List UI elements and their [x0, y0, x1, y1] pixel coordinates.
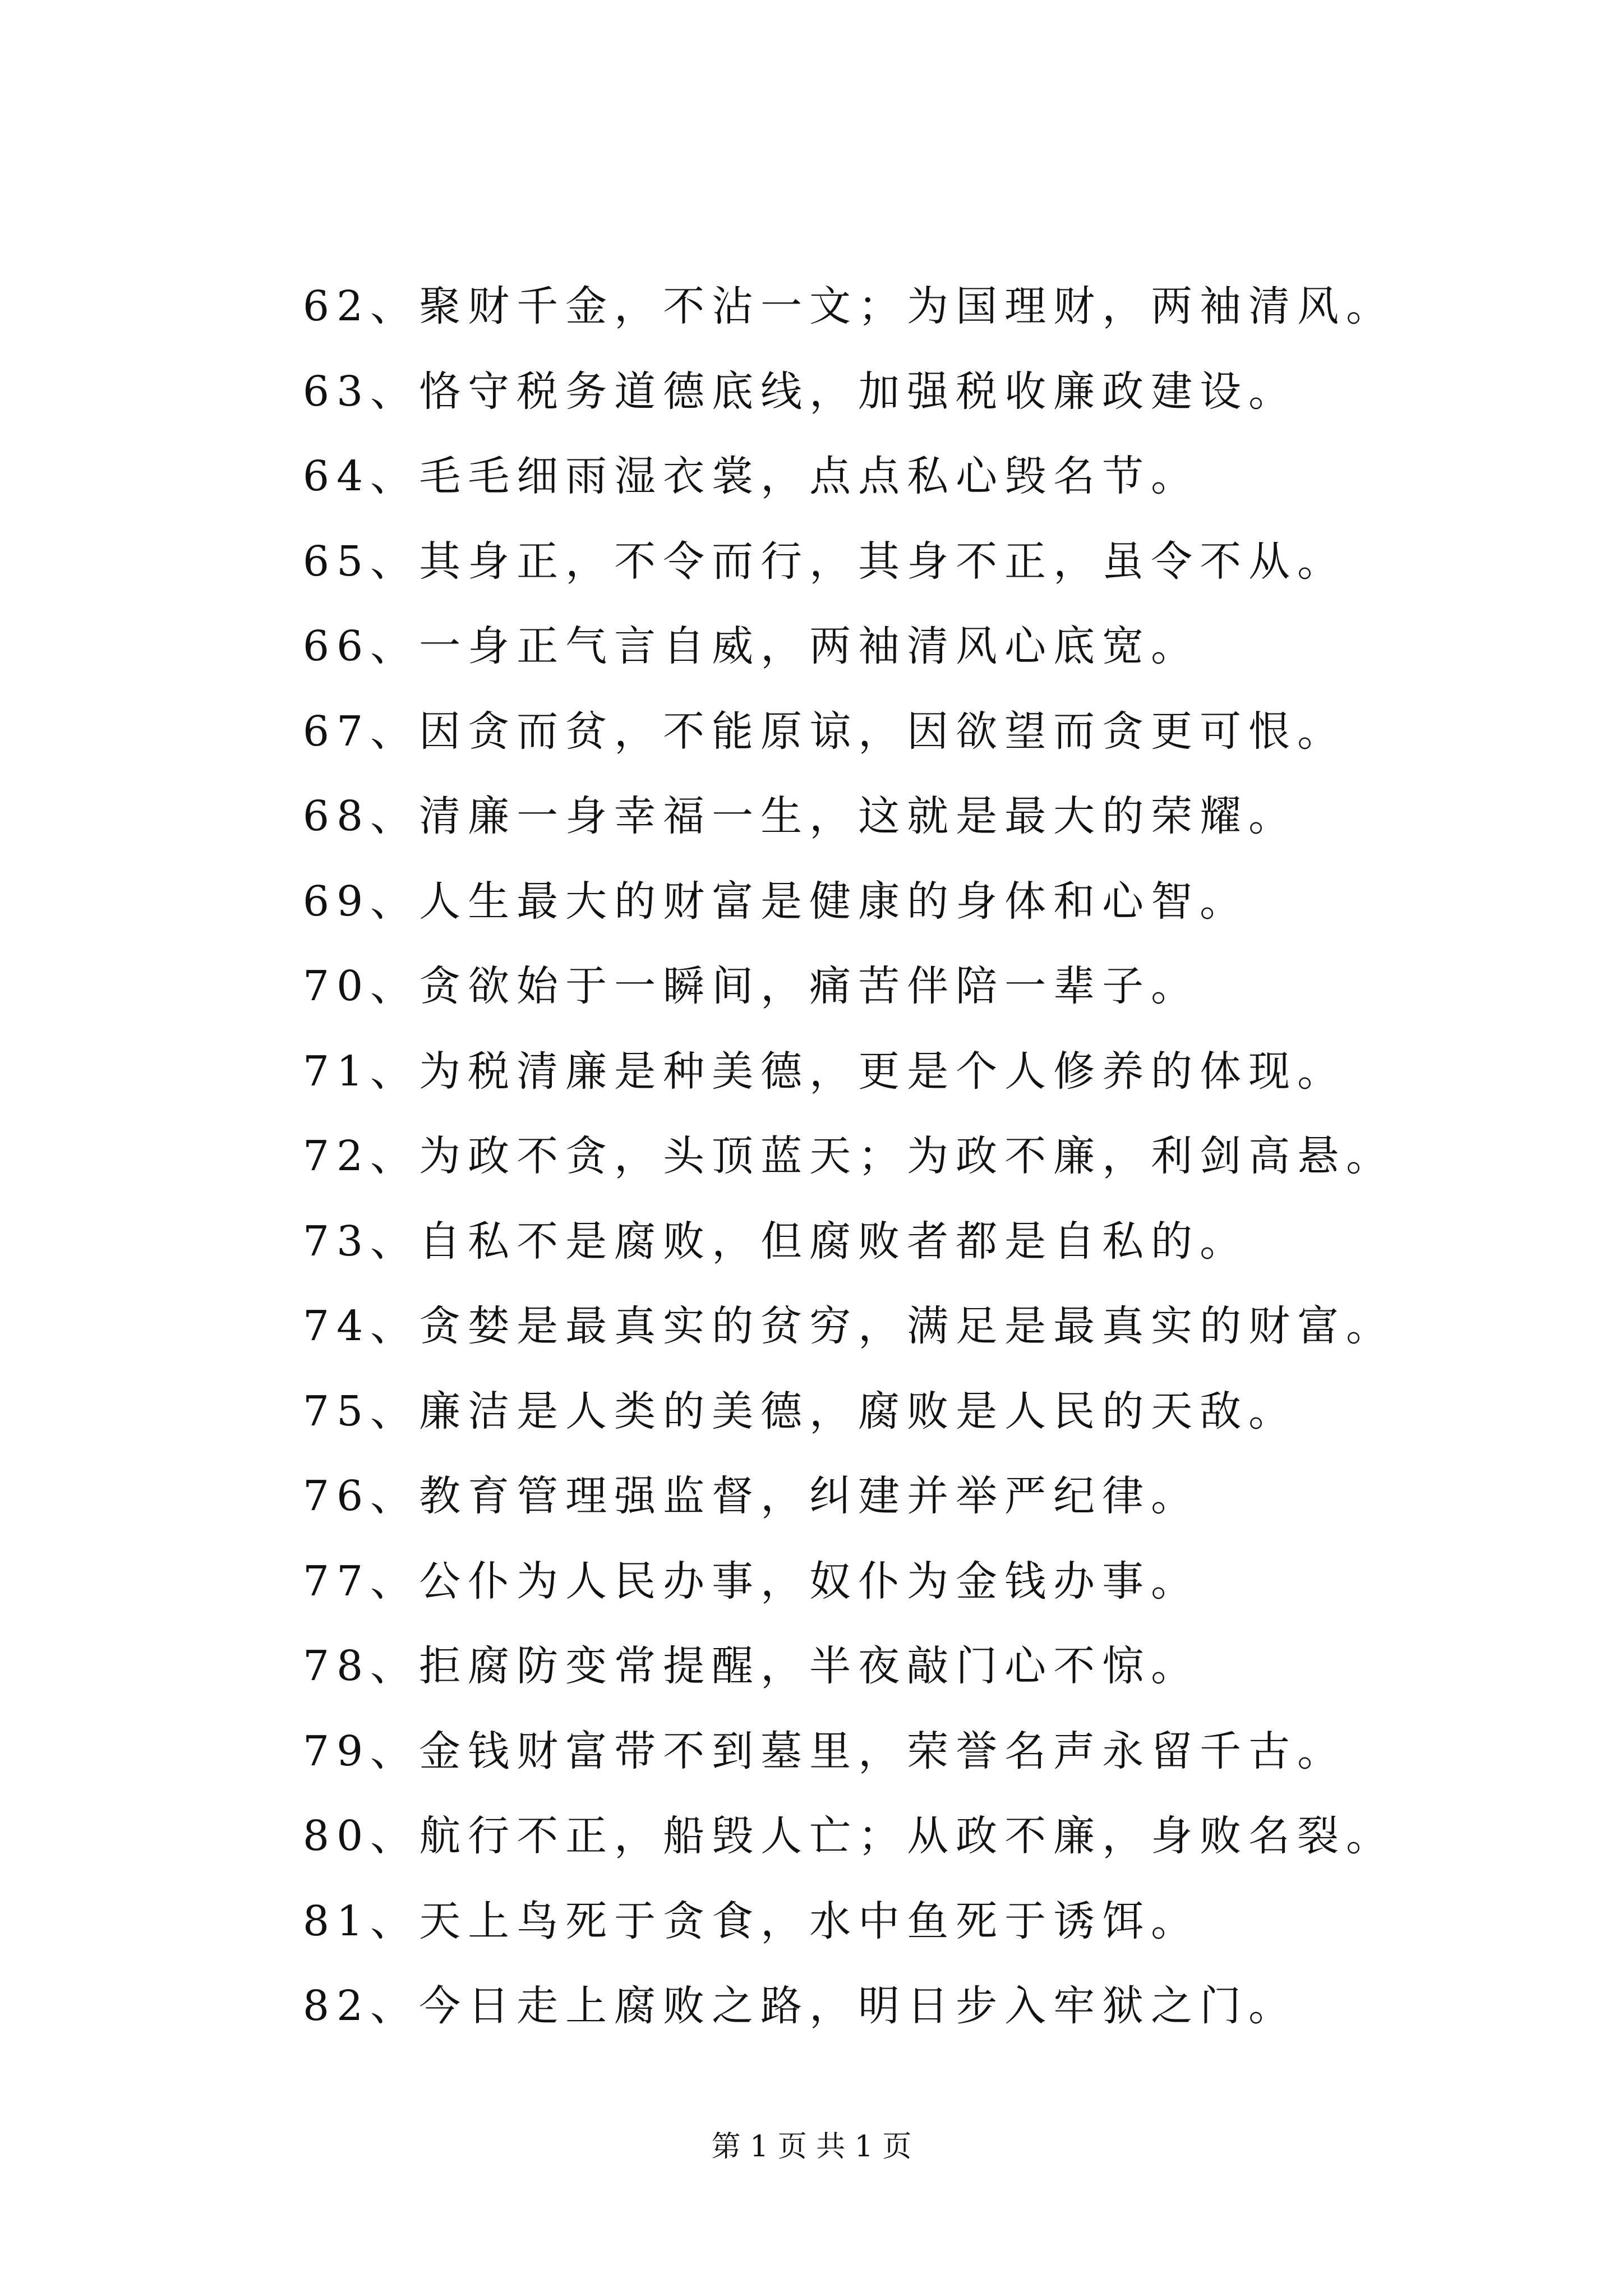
- list-item: 79、金钱财富带不到墓里，荣誉名声永留千古。: [303, 1727, 1347, 1775]
- list-item: 70、贪欲始于一瞬间，痛苦伴陪一辈子。: [303, 962, 1200, 1010]
- page-number-footer: 第 1 页 共 1 页: [711, 2130, 912, 2164]
- slogan-list: [303, 278, 1570, 2063]
- list-item: 67、因贪而贫，不能原谅，因欲望而贪更可恨。: [303, 707, 1347, 756]
- list-item: 65、其身正，不令而行，其身不正，虽令不从。: [303, 537, 1347, 586]
- list-item: 76、教育管理强监督，纠建并举严纪律。: [303, 1472, 1200, 1520]
- list-item: 78、拒腐防变常提醒，半夜敲门心不惊。: [303, 1642, 1200, 1690]
- list-item: 63、恪守税务道德底线，加强税收廉政建设。: [303, 367, 1298, 416]
- list-item: 68、清廉一身幸福一生，这就是最大的荣耀。: [303, 792, 1298, 840]
- list-item: 77、公仆为人民办事，奴仆为金钱办事。: [303, 1557, 1200, 1605]
- list-item: 82、今日走上腐败之路，明日步入牢狱之门。: [303, 1982, 1298, 2030]
- list-item: 80、航行不正，船毁人亡；从政不廉，身败名裂。: [303, 1812, 1395, 1860]
- list-item: 73、自私不是腐败，但腐败者都是自私的。: [303, 1217, 1249, 1266]
- list-item: 72、为政不贪，头顶蓝天；为政不廉，利剑高悬。: [303, 1132, 1395, 1180]
- list-item: 66、一身正气言自威，两袖清风心底宽。: [303, 622, 1200, 670]
- list-item: 69、人生最大的财富是健康的身体和心智。: [303, 877, 1249, 926]
- list-item: 62、聚财千金，不沾一文；为国理财，两袖清风。: [303, 282, 1395, 330]
- list-item: 81、天上鸟死于贪食，水中鱼死于诱饵。: [303, 1897, 1200, 1945]
- list-item: 74、贪婪是最真实的贫穷，满足是最真实的财富。: [303, 1302, 1395, 1350]
- list-item: 75、廉洁是人类的美德，腐败是人民的天敌。: [303, 1387, 1298, 1435]
- list-item: 71、为税清廉是种美德，更是个人修养的体现。: [303, 1047, 1347, 1096]
- list-item: 64、毛毛细雨湿衣裳，点点私心毁名节。: [303, 452, 1200, 500]
